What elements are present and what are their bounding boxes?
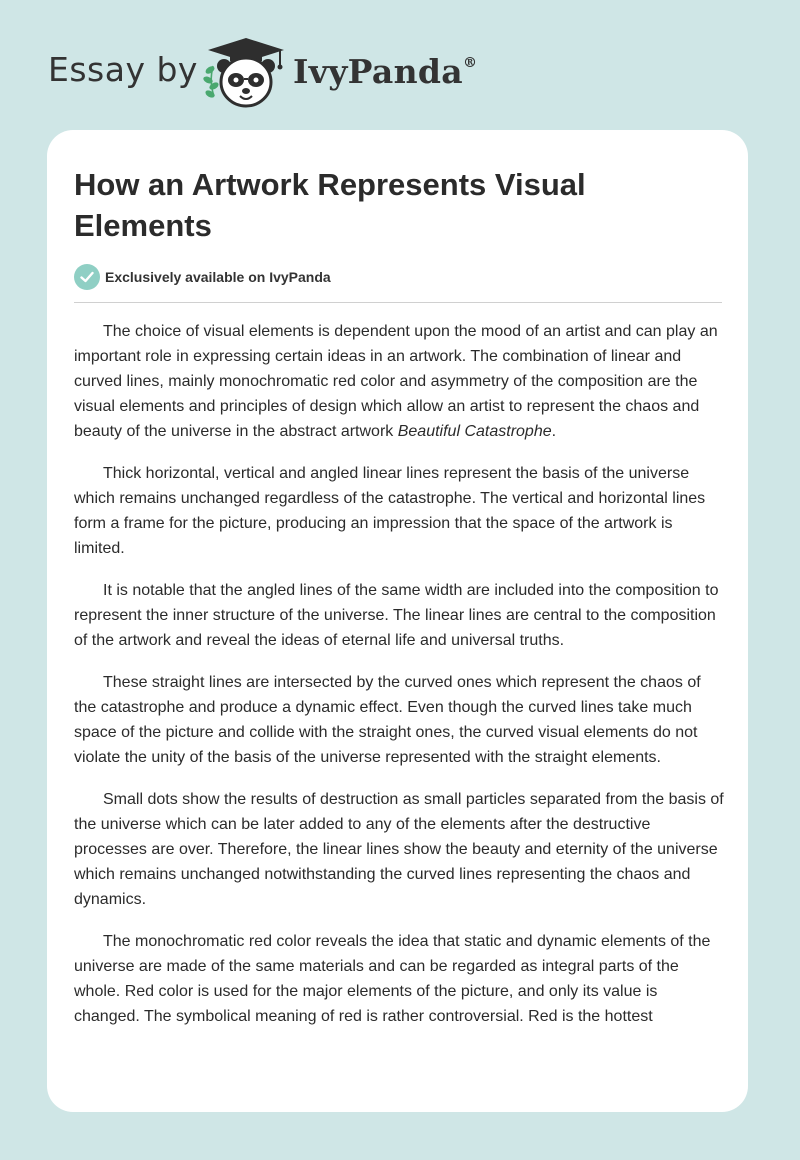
paragraph [74,319,724,444]
paragraph: Small dots show the results of destruction as small particles separated from the basis of the universe which can be later added to any of the elements after the destructive processes are over. Therefore, the linear lines show the beauty and eternity of the universe which remains unchanged notwithstanding the curved lines representing the chaos and dynamics. [74,791,724,908]
brand-name: IvyPanda [293,52,463,91]
paragraph: The monochromatic red color reveals the idea that static and dynamic elements of the universe are made of the same materials and can be regarded as integral parts of the whole. Red color is used for the major elements of the picture, and only its value is changed. The symbolical meaning of red is rather controversial. Red is the hottest [74,933,711,1025]
site-header [0,0,800,130]
essay-body [74,319,724,1046]
exclusive-badge [74,264,331,290]
page-title: How an Artwork Represents Visual Elements [74,167,586,243]
paragraph-end: . [551,423,557,440]
checkmark-icon [74,264,100,290]
essay-card [47,130,748,1112]
brand-logo-text[interactable] [293,52,477,91]
essay-by-label: Essay by [48,50,198,89]
badge-label: Exclusively available on IvyPanda [105,269,331,285]
paragraph: These straight lines are intersected by the curved ones which represent the chaos of the catastrophe and produce a dynamic effect. Even though the curved lines take much space of the picture and collide with the straight ones, the curved visual elements do not violate the unity of the basis of the universe represented with the straight elements. [74,674,701,766]
panda-logo-icon[interactable] [200,36,292,110]
artwork-title: Beautiful Catastrophe [397,423,552,440]
paragraph-text: The choice of visual elements is dependent upon the mood of an artist and can play an important role in expressing certain ideas in an artwork. The combination of linear and curved lines, mainly monochromatic red color and asymmetry of the composition are the visual elements and principles of design which allow an artist to represent the chaos and beauty of the universe in the abstract artwork [74,323,718,440]
paragraph: Thick horizontal, vertical and angled linear lines represent the basis of the universe which remains unchanged regardless of the catastrophe. The vertical and horizontal lines form a frame for the picture, producing an impression that the space of the artwork is limited. [74,465,706,557]
divider [74,302,722,303]
paragraph: It is notable that the angled lines of the same width are included into the composition to represent the inner structure of the universe. The linear lines are central to the composition of the artwork and reveal the ideas of eternal life and universal truths. [74,582,719,649]
registered-mark: ® [462,55,478,71]
